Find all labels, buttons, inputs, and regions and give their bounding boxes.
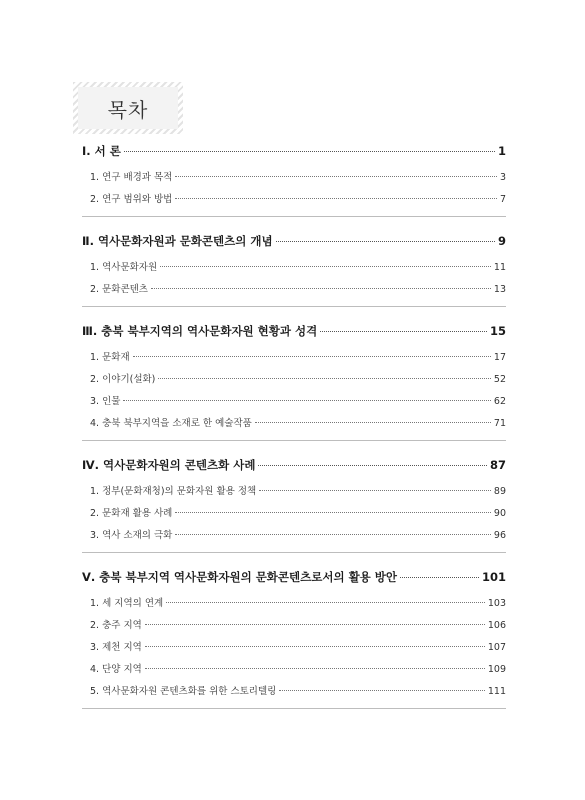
- toc-item-entry-label: 2. 이야기(설화): [90, 374, 156, 385]
- dot-leader: [320, 331, 487, 332]
- toc-section: [82, 233, 506, 307]
- toc-item-entry-label: 2. 문화재 활용 사례: [90, 508, 173, 519]
- toc-item-entry-label: 1. 정부(문화재청)의 문화자원 활용 정책: [90, 486, 257, 497]
- dot-leader: [145, 646, 485, 647]
- toc-item-entry-label: 4. 단양 지역: [90, 664, 142, 675]
- toc-item-entry-label: 1. 연구 배경과 목적: [90, 172, 173, 183]
- toc-item-entry[interactable]: [82, 191, 506, 213]
- dot-leader: [133, 356, 491, 357]
- toc-item-entry-label: 5. 역사문화자원 콘텐츠화를 위한 스토리텔링: [90, 686, 277, 697]
- toc-item-entry-label: 1. 역사문화자원: [90, 262, 158, 273]
- toc-item-entry-label: 1. 문화재: [90, 352, 130, 363]
- toc-chapter-entry[interactable]: [82, 233, 506, 259]
- toc-section: [82, 457, 506, 553]
- toc-item-entry[interactable]: [82, 393, 506, 415]
- toc-chapter-entry[interactable]: [82, 143, 506, 169]
- toc-item-entry[interactable]: [82, 483, 506, 505]
- toc-item-entry-page-number: 103: [487, 598, 506, 609]
- toc-item-entry-page-number: 111: [487, 686, 506, 697]
- toc-chapter-entry-page-number: 15: [489, 324, 506, 338]
- dot-leader: [175, 176, 497, 177]
- toc-item-entry-page-number: 90: [493, 508, 506, 519]
- dot-leader: [151, 288, 491, 289]
- toc-item-entry-label: 3. 제천 지역: [90, 642, 142, 653]
- toc-chapter-entry-label: Ⅲ. 충북 북부지역의 역사문화자원 현황과 성격: [82, 324, 318, 338]
- toc-chapter-entry-page-number: 1: [497, 144, 506, 158]
- toc-item-entry-page-number: 109: [487, 664, 506, 675]
- dot-leader: [145, 668, 485, 669]
- toc-chapter-entry-label: Ⅴ. 충북 북부지역 역사문화자원의 문화콘텐츠로서의 활용 방안: [82, 570, 398, 584]
- dot-leader: [175, 512, 491, 513]
- toc-item-entry-page-number: 3: [499, 172, 506, 183]
- toc-chapter-entry[interactable]: [82, 457, 506, 483]
- toc-item-entry-label: 3. 역사 소재의 극화: [90, 530, 173, 541]
- page-title: 목차: [78, 87, 178, 129]
- toc-chapter-entry-label: Ⅰ. 서 론: [82, 144, 121, 158]
- toc-item-entry-page-number: 52: [493, 374, 506, 385]
- toc-item-entry[interactable]: [82, 371, 506, 393]
- dot-leader: [276, 241, 495, 242]
- toc-chapter-entry[interactable]: [82, 569, 506, 595]
- dot-leader: [279, 690, 485, 691]
- dot-leader: [124, 151, 495, 152]
- toc-section: [82, 323, 506, 441]
- toc-item-entry-page-number: 96: [493, 530, 506, 541]
- toc-item-entry-page-number: 7: [499, 194, 506, 205]
- dot-leader: [258, 465, 487, 466]
- toc-item-entry[interactable]: [82, 169, 506, 191]
- toc-item-entry[interactable]: [82, 661, 506, 683]
- toc-item-entry-label: 2. 충주 지역: [90, 620, 142, 631]
- toc-item-entry[interactable]: [82, 595, 506, 617]
- toc-chapter-entry[interactable]: [82, 323, 506, 349]
- toc-chapter-entry-page-number: 87: [489, 458, 506, 472]
- dot-leader: [259, 490, 491, 491]
- toc-item-entry-label: 2. 연구 범위와 방법: [90, 194, 173, 205]
- toc-item-entry[interactable]: [82, 281, 506, 303]
- toc-section: [82, 569, 506, 709]
- toc-item-entry-page-number: 89: [493, 486, 506, 497]
- toc-title-box: [73, 82, 183, 134]
- dot-leader: [158, 378, 491, 379]
- dot-leader: [175, 534, 491, 535]
- toc-item-entry-label: 4. 충북 북부지역을 소재로 한 예술작품: [90, 418, 252, 429]
- toc-item-entry[interactable]: [82, 349, 506, 371]
- dot-leader: [160, 266, 491, 267]
- toc-item-entry-page-number: 11: [493, 262, 506, 273]
- toc-item-entry[interactable]: [82, 259, 506, 281]
- toc-item-entry-label: 3. 인물: [90, 396, 121, 407]
- toc-item-entry-page-number: 107: [487, 642, 506, 653]
- table-of-contents: [82, 143, 506, 725]
- toc-item-entry-label: 2. 문화콘텐츠: [90, 284, 148, 295]
- toc-item-entry-page-number: 13: [493, 284, 506, 295]
- toc-chapter-entry-label: Ⅳ. 역사문화자원의 콘텐츠화 사례: [82, 458, 256, 472]
- dot-leader: [400, 577, 479, 578]
- toc-item-entry[interactable]: [82, 415, 506, 437]
- dot-leader: [166, 602, 485, 603]
- toc-item-entry[interactable]: [82, 527, 506, 549]
- toc-chapter-entry-page-number: 101: [481, 570, 506, 584]
- dot-leader: [255, 422, 491, 423]
- dot-leader: [175, 198, 497, 199]
- dot-leader: [123, 400, 490, 401]
- toc-item-entry[interactable]: [82, 639, 506, 661]
- toc-item-entry-label: 1. 세 지역의 연계: [90, 598, 164, 609]
- toc-item-entry-page-number: 17: [493, 352, 506, 363]
- toc-chapter-entry-page-number: 9: [497, 234, 506, 248]
- toc-item-entry[interactable]: [82, 683, 506, 705]
- toc-chapter-entry-label: Ⅱ. 역사문화자원과 문화콘텐츠의 개념: [82, 234, 273, 248]
- toc-item-entry-page-number: 71: [493, 418, 506, 429]
- toc-item-entry-page-number: 106: [487, 620, 506, 631]
- toc-item-entry[interactable]: [82, 617, 506, 639]
- toc-section: [82, 143, 506, 217]
- toc-item-entry[interactable]: [82, 505, 506, 527]
- dot-leader: [145, 624, 485, 625]
- toc-item-entry-page-number: 62: [493, 396, 506, 407]
